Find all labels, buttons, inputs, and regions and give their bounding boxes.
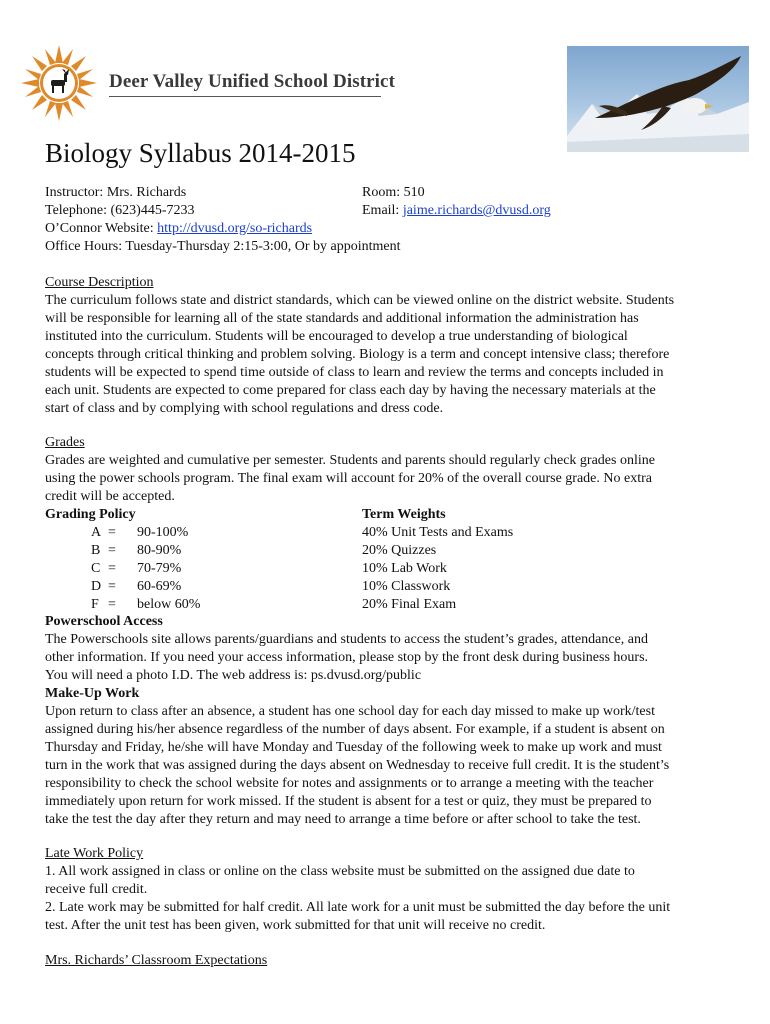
- email-label: Email:: [362, 203, 403, 218]
- grades-heading: Grades: [45, 435, 85, 450]
- text-line: 2. Late work may be submitted for half credit. All late work for a unit must be submitted the day before the unit: [45, 900, 671, 915]
- text-line: students will be expected to spend time outside of class to learn and review the terms and concepts included in: [45, 365, 664, 380]
- text-line: instituted into the curriculum. Students will be encouraged to develop a true understanding of biological: [45, 329, 628, 344]
- expectations-heading: Mrs. Richards’ Classroom Expectations: [45, 953, 268, 968]
- website-link[interactable]: http://dvusd.org/so-richards: [157, 221, 313, 236]
- text-line: assigned during his/her absence regardless of the number of days absent. For example, if a student is absent on: [45, 722, 665, 737]
- grade-range: 70-79%: [137, 561, 182, 576]
- late-work-heading: Late Work Policy: [45, 846, 144, 861]
- weight-item: 10% Lab Work: [362, 561, 447, 576]
- powerschool-heading: Powerschool Access: [45, 614, 163, 629]
- text-line: take the test the day after they return and may need to arrange a time before or after school to take the test.: [45, 812, 641, 827]
- text-line: You will need a photo I.D. The web address is: ps.dvusd.org/public: [45, 668, 422, 683]
- weight-item: 10% Classwork: [362, 579, 451, 594]
- grade-equals: =: [108, 543, 116, 558]
- grade-equals: =: [108, 525, 116, 540]
- email-link[interactable]: jaime.richards@dvusd.org: [402, 203, 551, 218]
- course-description-heading: Course Description: [45, 275, 154, 290]
- text-line: test. After the unit test has been given, work submitted for that unit will receive no credit.: [45, 918, 546, 933]
- late-work-text: [45, 863, 730, 935]
- text-line: Upon return to class after an absence, a student has one school day for each day missed to make up work/test: [45, 704, 655, 719]
- weight-item: 20% Quizzes: [362, 543, 437, 558]
- page-title: Biology Syllabus 2014-2015: [45, 138, 356, 168]
- text-line: will be responsible for learning all of the state standards and additional information the administration has: [45, 311, 639, 326]
- grade-range: 90-100%: [137, 525, 189, 540]
- text-line: The curriculum follows state and district standards, which can be viewed online on the district website. Students: [45, 293, 675, 308]
- grade-letter: F: [91, 597, 99, 612]
- telephone: Telephone: (623)445-7233: [45, 203, 195, 218]
- weight-item: 20% Final Exam: [362, 597, 457, 612]
- district-logo: [15, 44, 396, 122]
- district-name: Deer Valley Unified School District: [109, 71, 396, 92]
- makeup-text: [45, 703, 730, 829]
- eagle-illustration: [567, 46, 749, 152]
- text-line: responsibility to check the school website for notes and assignments or to arrange a meeting with the teacher: [45, 776, 654, 791]
- grade-range: 60-69%: [137, 579, 182, 594]
- text-line: receive full credit.: [45, 882, 148, 897]
- office-hours: Office Hours: Tuesday-Thursday 2:15-3:00, Or by appointment: [45, 239, 401, 254]
- grade-letter: D: [91, 579, 102, 594]
- grades-text: [45, 452, 730, 506]
- text-line: turn in the work that was assigned during the days absent on Wednesday to receive full credit. It is the student’s: [45, 758, 670, 773]
- text-line: Grades are weighted and cumulative per semester. Students and parents should regularly check grades online: [45, 453, 655, 468]
- grade-equals: =: [108, 597, 116, 612]
- sun-deer-logo-icon: [15, 44, 105, 122]
- text-line: credit will be accepted.: [45, 489, 175, 504]
- grade-letter: B: [91, 543, 101, 558]
- grade-equals: =: [108, 561, 116, 576]
- weight-item: 40% Unit Tests and Exams: [362, 525, 514, 540]
- text-line: each unit. Students are expected to come prepared for class each day by having the necessary materials at the: [45, 383, 656, 398]
- text-line: using the power schools program. The final exam will account for 20% of the overall course grade. No extra: [45, 471, 652, 486]
- grade-letter: C: [91, 561, 101, 576]
- grade-equals: =: [108, 579, 116, 594]
- text-line: The Powerschools site allows parents/guardians and students to access the student’s grades, attendance, and: [45, 632, 649, 647]
- text-line: Thursday and Friday, he/she will have Monday and Tuesday of the following week to make up work and must: [45, 740, 662, 755]
- text-line: immediately upon return for work missed. If the student is absent for a test or quiz, they must be prepared to: [45, 794, 652, 809]
- term-weights-heading: Term Weights: [362, 507, 446, 522]
- text-line: concepts through critical thinking and problem solving. Biology is a term and concept intensive class; therefore: [45, 347, 670, 362]
- instructor: Instructor: Mrs. Richards: [45, 185, 187, 200]
- bald-eagle-photo: [567, 46, 749, 152]
- grade-letter: A: [91, 525, 102, 540]
- course-description-text: [45, 292, 730, 418]
- makeup-heading: Make-Up Work: [45, 686, 140, 701]
- website-line: [45, 220, 312, 238]
- grade-range: 80-90%: [137, 543, 182, 558]
- grading-policy-heading: Grading Policy: [45, 507, 136, 522]
- grade-range: below 60%: [137, 597, 201, 612]
- logo-underline: [109, 96, 381, 97]
- email-line: [362, 202, 551, 220]
- text-line: 1. All work assigned in class or online on the class website must be submitted on the assigned due date to: [45, 864, 635, 879]
- room: Room: 510: [362, 185, 425, 200]
- text-line: start of class and by complying with school regulations and dress code.: [45, 401, 444, 416]
- website-label: O’Connor Website:: [45, 221, 158, 236]
- powerschool-text: [45, 631, 730, 685]
- text-line: other information. If you need your access information, please stop by the front desk during business hours.: [45, 650, 649, 665]
